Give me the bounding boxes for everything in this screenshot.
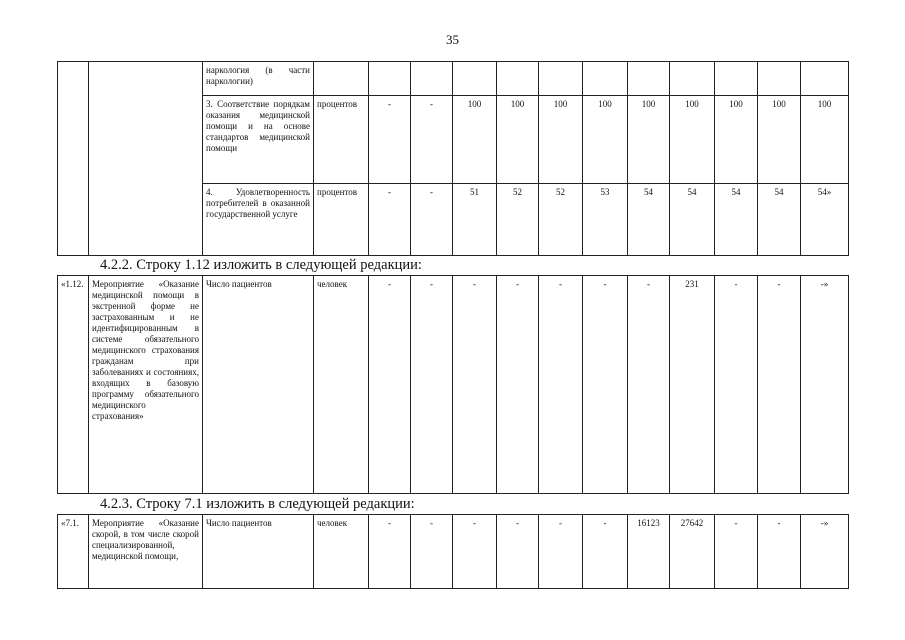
value-cell: - (369, 276, 411, 494)
value-cell (411, 62, 453, 96)
value-cell: 100 (670, 96, 715, 184)
value-cell: - (411, 515, 453, 589)
value-cell: -» (801, 276, 849, 494)
value-cell: - (497, 276, 539, 494)
value-cell: - (539, 276, 583, 494)
value-cell: - (758, 276, 801, 494)
row-7-1-table (57, 514, 849, 589)
value-cell (539, 62, 583, 96)
event-cell: Мероприятие «Оказание скорой, в том числе скорой специализированной, медицинской помощи, (89, 515, 203, 589)
unit-cell: процентов (314, 184, 369, 256)
value-cell: - (369, 184, 411, 256)
value-cell: - (411, 184, 453, 256)
page-number: 35 (446, 32, 459, 47)
value-cell: 100 (758, 96, 801, 184)
value-cell: 100 (801, 96, 849, 184)
value-cell (369, 62, 411, 96)
event-cell: Мероприятие «Оказание медицинской помощи в экстренной форме не застрахованным и не идентифицированным в системе обязательного медицинского страхования гражданам при заболеваниях и состояниях, входящих в базовую программу обязательного медицинского страхования» (89, 276, 203, 494)
value-cell: 54 (670, 184, 715, 256)
indicator-cell: 4. Удовлетворенность потребителей в оказанной государственной услуге (203, 184, 314, 256)
value-cell: - (369, 96, 411, 184)
indicators-table-continuation (57, 61, 849, 256)
unit-cell: процентов (314, 96, 369, 184)
value-cell: 100 (583, 96, 628, 184)
num-cell: «1.12. (58, 276, 89, 494)
value-cell: 54 (758, 184, 801, 256)
value-cell (801, 62, 849, 96)
value-cell: 100 (453, 96, 497, 184)
unit-cell: человек (314, 276, 369, 494)
value-cell: -» (801, 515, 849, 589)
row-1-12-table (57, 275, 849, 494)
value-cell: 52 (539, 184, 583, 256)
value-cell: 100 (715, 96, 758, 184)
value-cell (453, 62, 497, 96)
value-cell: - (583, 276, 628, 494)
value-cell: 54 (715, 184, 758, 256)
value-cell: 54» (801, 184, 849, 256)
value-cell: - (411, 276, 453, 494)
value-cell: 53 (583, 184, 628, 256)
unit-cell (314, 62, 369, 96)
table-row (58, 276, 849, 494)
value-cell (670, 62, 715, 96)
unit-cell: человек (314, 515, 369, 589)
value-cell: - (539, 515, 583, 589)
value-cell: - (715, 515, 758, 589)
value-cell: - (411, 96, 453, 184)
value-cell (497, 62, 539, 96)
value-cell: 27642 (670, 515, 715, 589)
value-cell: - (453, 276, 497, 494)
value-cell (715, 62, 758, 96)
value-cell: 51 (453, 184, 497, 256)
table-row (58, 515, 849, 589)
indicator-cell: Число пациентов (203, 515, 314, 589)
value-cell: - (497, 515, 539, 589)
value-cell: 231 (670, 276, 715, 494)
value-cell: 54 (628, 184, 670, 256)
indicator-cell: наркология (в части наркологии) (203, 62, 314, 96)
value-cell: - (628, 276, 670, 494)
event-cell (89, 62, 203, 256)
indicator-cell: 3. Соответствие порядкам оказания медицинской помощи и на основе стандартов медицинской помощи (203, 96, 314, 184)
section-heading-4-2-2: 4.2.2. Строку 1.12 изложить в следующей редакции: (100, 257, 422, 273)
value-cell: 100 (539, 96, 583, 184)
value-cell (583, 62, 628, 96)
indicator-cell: Число пациентов (203, 276, 314, 494)
value-cell (628, 62, 670, 96)
section-heading-4-2-3: 4.2.3. Строку 7.1 изложить в следующей редакции: (100, 496, 415, 512)
value-cell: - (583, 515, 628, 589)
num-cell: «7.1. (58, 515, 89, 589)
value-cell (758, 62, 801, 96)
value-cell: 16123 (628, 515, 670, 589)
value-cell: 100 (628, 96, 670, 184)
value-cell: - (715, 276, 758, 494)
num-cell (58, 62, 89, 256)
value-cell: - (453, 515, 497, 589)
value-cell: 52 (497, 184, 539, 256)
value-cell: - (369, 515, 411, 589)
value-cell: - (758, 515, 801, 589)
table-row (58, 62, 849, 96)
value-cell: 100 (497, 96, 539, 184)
